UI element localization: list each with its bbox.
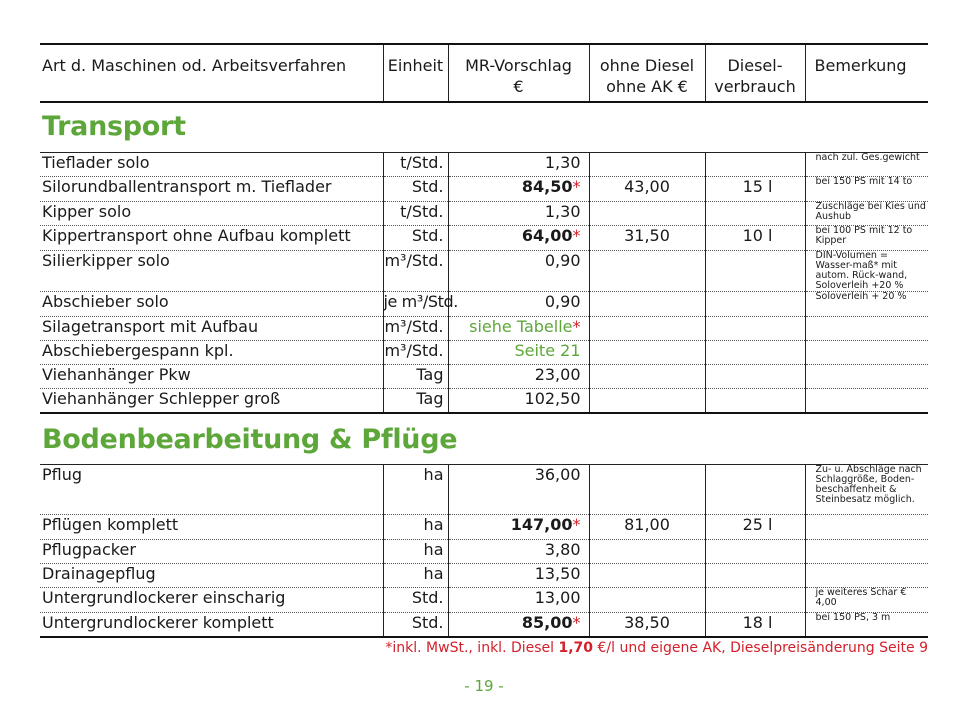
diesel-consumption bbox=[705, 292, 805, 317]
diesel-consumption bbox=[705, 202, 805, 226]
remark: bei 150 PS mit 14 to bbox=[805, 177, 928, 202]
table-row bbox=[40, 202, 928, 226]
price-without-diesel bbox=[589, 588, 705, 613]
mr-price: siehe Tabelle* bbox=[448, 317, 589, 341]
unit: ha bbox=[383, 465, 448, 515]
table-row bbox=[40, 613, 928, 637]
vat-star: * bbox=[572, 317, 581, 336]
remark: bei 150 PS, 3 m bbox=[815, 612, 891, 623]
remark: Zuschläge bei Kies und Aushub bbox=[805, 202, 928, 226]
price-without-diesel bbox=[589, 153, 705, 177]
diesel-consumption bbox=[705, 317, 805, 341]
mr-price: 13,00 bbox=[448, 588, 589, 613]
table-row bbox=[40, 177, 928, 202]
machine-name: Pflug bbox=[40, 465, 383, 515]
diesel-consumption bbox=[705, 588, 805, 613]
unit: t/Std. bbox=[383, 202, 448, 226]
price-without-diesel bbox=[589, 251, 705, 292]
footnote: *inkl. MwSt., inkl. Diesel 1,70 €/l und eigene AK, Dieselpreisänderung Seite 9 bbox=[385, 640, 928, 656]
mr-price: Seite 21 bbox=[448, 341, 589, 365]
machine-name: Kipper solo bbox=[40, 202, 383, 226]
header-without-diesel: ohne Diesel ohne AK € bbox=[589, 44, 705, 102]
price-without-diesel bbox=[589, 564, 705, 588]
machine-name: Tieflader solo bbox=[40, 153, 383, 177]
vat-star: * bbox=[572, 613, 581, 632]
remark: je weiteres Schar € 4,00 bbox=[805, 588, 928, 613]
diesel-consumption bbox=[705, 389, 805, 413]
mr-price: 102,50 bbox=[448, 389, 589, 413]
remark: DIN-Volumen = Wasser-maß* mit autom. Rück-wand, Soloverleih +20 % bbox=[805, 251, 928, 292]
boden-table bbox=[40, 464, 928, 638]
unit: Std. bbox=[383, 588, 448, 613]
mr-price: 36,00 bbox=[448, 465, 589, 515]
machine-name: Silierkipper solo bbox=[40, 251, 383, 292]
table-row bbox=[40, 317, 928, 341]
diesel-consumption: 25 l bbox=[705, 515, 805, 540]
machine-name: Abschieber solo bbox=[40, 292, 383, 317]
unit: ha bbox=[383, 540, 448, 564]
vat-star: * bbox=[572, 177, 581, 196]
machine-name: Untergrundlockerer einscharig bbox=[40, 588, 383, 613]
machine-name: Kippertransport ohne Aufbau komplett bbox=[40, 226, 383, 251]
diesel-consumption bbox=[705, 153, 805, 177]
section-title-transport: Transport bbox=[42, 111, 186, 142]
price-without-diesel: 38,50 bbox=[589, 613, 705, 637]
diesel-consumption bbox=[705, 341, 805, 365]
table-row bbox=[40, 540, 928, 564]
unit: Std. bbox=[383, 613, 448, 637]
diesel-consumption: 10 l bbox=[705, 226, 805, 251]
section-title-boden: Bodenbearbeitung & Pflüge bbox=[42, 424, 458, 455]
unit: m³/Std. bbox=[383, 341, 448, 365]
diesel-consumption bbox=[705, 365, 805, 389]
price-without-diesel bbox=[589, 292, 705, 317]
diesel-consumption: 18 l bbox=[705, 613, 805, 637]
unit: t/Std. bbox=[383, 153, 448, 177]
price-without-diesel bbox=[589, 341, 705, 365]
mr-price: 64,00* bbox=[448, 226, 589, 251]
header-diesel-consumption: Diesel- verbrauch bbox=[705, 44, 805, 102]
mr-price: 1,30 bbox=[448, 202, 589, 226]
header-unit: Einheit bbox=[383, 44, 448, 102]
price-without-diesel bbox=[589, 365, 705, 389]
remark bbox=[805, 317, 928, 341]
header-machine: Art d. Maschinen od. Arbeitsverfahren bbox=[40, 44, 383, 102]
machine-name: Viehanhänger Pkw bbox=[40, 365, 383, 389]
table-row bbox=[40, 515, 928, 540]
price-without-diesel bbox=[589, 465, 705, 515]
table-row bbox=[40, 226, 928, 251]
table-row bbox=[40, 389, 928, 413]
price-without-diesel bbox=[589, 389, 705, 413]
unit: Tag bbox=[383, 389, 448, 413]
mr-price: 85,00* bbox=[448, 613, 589, 637]
remark bbox=[805, 341, 928, 365]
machine-name: Untergrundlockerer komplett bbox=[40, 613, 383, 637]
page-number: - 19 - bbox=[464, 677, 504, 695]
table-row bbox=[40, 251, 928, 292]
remark: Zu- u. Abschläge nach Schlaggröße, Boden-beschaffenheit & Steinbesatz möglich. bbox=[805, 465, 928, 515]
price-without-diesel bbox=[589, 202, 705, 226]
table-row bbox=[40, 588, 928, 613]
remark: bei 100 PS mit 12 to Kipper bbox=[805, 226, 928, 251]
vat-star: * bbox=[572, 226, 581, 245]
remark: nach zul. Ges.gewicht bbox=[805, 153, 928, 177]
remark bbox=[805, 540, 928, 564]
table-row bbox=[40, 365, 928, 389]
machine-name: Silorundballentransport m. Tieflader bbox=[40, 177, 383, 202]
price-without-diesel: 81,00 bbox=[589, 515, 705, 540]
machine-name: Abschiebergespann kpl. bbox=[40, 341, 383, 365]
table-row bbox=[40, 341, 928, 365]
machine-name: Viehanhänger Schlepper groß bbox=[40, 389, 383, 413]
mr-price: 3,80 bbox=[448, 540, 589, 564]
table-row bbox=[40, 465, 928, 515]
unit: ha bbox=[383, 564, 448, 588]
header-mr-proposal: MR-Vorschlag € bbox=[448, 44, 589, 102]
machine-name: Pflugpacker bbox=[40, 540, 383, 564]
transport-table bbox=[40, 152, 928, 414]
price-without-diesel: 31,50 bbox=[589, 226, 705, 251]
remark bbox=[805, 515, 928, 540]
diesel-consumption bbox=[705, 251, 805, 292]
mr-price: 0,90 bbox=[448, 251, 589, 292]
mr-price: 84,50* bbox=[448, 177, 589, 202]
mr-price: 13,50 bbox=[448, 564, 589, 588]
mr-price: 1,30 bbox=[448, 153, 589, 177]
remark bbox=[805, 365, 928, 389]
machine-name: Drainagepflug bbox=[40, 564, 383, 588]
remark bbox=[805, 389, 928, 413]
price-without-diesel bbox=[589, 540, 705, 564]
diesel-consumption bbox=[705, 564, 805, 588]
table-header bbox=[40, 43, 928, 103]
remark: Soloverleih + 20 % bbox=[805, 292, 928, 317]
unit: ha bbox=[383, 515, 448, 540]
unit: Tag bbox=[383, 365, 448, 389]
diesel-consumption: 15 l bbox=[705, 177, 805, 202]
vat-star: * bbox=[572, 515, 581, 534]
diesel-consumption bbox=[705, 540, 805, 564]
mr-price: 0,90 bbox=[448, 292, 589, 317]
table-row bbox=[40, 564, 928, 588]
unit: Std. bbox=[383, 226, 448, 251]
unit: m³/Std. bbox=[383, 317, 448, 341]
table-row bbox=[40, 292, 928, 317]
machine-name: Silagetransport mit Aufbau bbox=[40, 317, 383, 341]
unit: Std. bbox=[383, 177, 448, 202]
unit: m³/Std. bbox=[383, 251, 448, 292]
mr-price: 147,00* bbox=[448, 515, 589, 540]
unit: je m³/Std. bbox=[383, 292, 448, 317]
machine-name: Pflügen komplett bbox=[40, 515, 383, 540]
diesel-consumption bbox=[705, 465, 805, 515]
price-without-diesel bbox=[589, 317, 705, 341]
header-remark: Bemerkung bbox=[805, 44, 928, 102]
price-without-diesel: 43,00 bbox=[589, 177, 705, 202]
table-row bbox=[40, 153, 928, 177]
remark bbox=[805, 564, 928, 588]
mr-price: 23,00 bbox=[448, 365, 589, 389]
